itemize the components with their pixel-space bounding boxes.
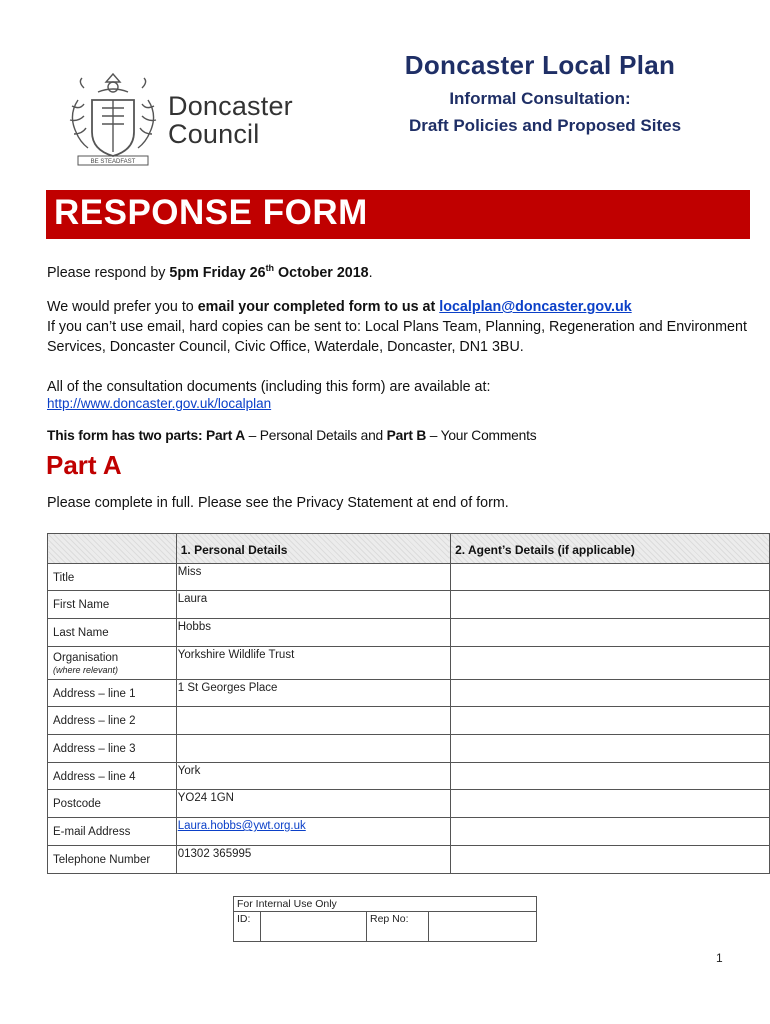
- banner-title: RESPONSE FORM: [54, 193, 368, 232]
- table-row: [48, 647, 770, 680]
- telephone-field[interactable]: 01302 365995: [176, 846, 450, 874]
- agent-organisation-field[interactable]: [451, 647, 770, 680]
- plan-subtitle-2: Draft Policies and Proposed Sites: [408, 116, 682, 135]
- col-personal-details-header: 1. Personal Details: [176, 534, 450, 564]
- agent-title-field[interactable]: [451, 564, 770, 591]
- respond-suffix: .: [368, 264, 373, 281]
- address-line4-field[interactable]: York: [176, 763, 450, 790]
- table-row: [48, 846, 770, 874]
- first-name-field[interactable]: Laura: [176, 591, 450, 619]
- row-label: Postcode: [48, 790, 177, 818]
- row-label: Address – line 1: [48, 680, 177, 707]
- agent-address-line2-field[interactable]: [451, 707, 770, 735]
- documents-url-link[interactable]: http://www.doncaster.gov.uk/localplan: [47, 396, 272, 411]
- deadline-date: 5pm Friday 26: [169, 264, 266, 281]
- personal-details-table: [47, 533, 770, 874]
- page-number: 1: [716, 951, 723, 965]
- prefer-prefix: We would prefer you to: [47, 299, 198, 315]
- form-parts-text: [47, 428, 536, 443]
- col-agent-details-header: 2. Agent’s Details (if applicable): [451, 534, 770, 564]
- table-row: [48, 735, 770, 763]
- rep-no-field[interactable]: [429, 912, 537, 942]
- header-blank-cell: [48, 534, 177, 564]
- agent-address-line3-field[interactable]: [451, 735, 770, 763]
- agent-postcode-field[interactable]: [451, 790, 770, 818]
- last-name-field[interactable]: Hobbs: [176, 619, 450, 647]
- prefer-bold: email your completed form to us at: [197, 299, 440, 315]
- id-label: ID:: [234, 912, 261, 942]
- plan-subtitle-1: Informal Consultation:: [449, 89, 631, 108]
- agent-telephone-field[interactable]: [451, 846, 770, 874]
- title-field[interactable]: Miss: [176, 564, 450, 591]
- organisation-field[interactable]: Yorkshire Wildlife Trust: [176, 647, 450, 680]
- internal-use-box: [233, 896, 537, 942]
- organisation-label: Organisation: [53, 652, 119, 664]
- email-value-link[interactable]: Laura.hobbs@ywt.org.uk: [177, 820, 306, 832]
- parts-b: – Personal Details and: [244, 428, 387, 443]
- table-header-row: [48, 534, 770, 564]
- postcode-field[interactable]: YO24 1GN: [176, 790, 450, 818]
- row-label: Address – line 3: [48, 735, 177, 763]
- council-name-line1: Doncaster: [168, 91, 293, 121]
- agent-email-field[interactable]: [451, 818, 770, 846]
- table-row: [48, 763, 770, 790]
- table-row: [48, 707, 770, 735]
- parts-a-bold: This form has two parts: Part A: [47, 428, 245, 443]
- part-a-heading: Part A: [46, 450, 122, 480]
- plan-title: Doncaster Local Plan: [404, 50, 676, 80]
- internal-use-title: For Internal Use Only: [234, 897, 537, 912]
- table-row: [48, 680, 770, 707]
- row-label: Telephone Number: [48, 846, 177, 874]
- postal-address-text: If you can’t use email, hard copies can be sent to: Local Plans Team, Planning, Regeneration and Environment Services, Doncaster Council, Civic Office, Waterdale, Doncaster, DN1 3BU.: [47, 319, 747, 355]
- submission-instructions: [47, 297, 747, 357]
- documents-text: All of the consultation documents (including this form) are available at:: [47, 379, 491, 395]
- parts-d: – Your Comments: [426, 428, 537, 443]
- agent-address-line4-field[interactable]: [451, 763, 770, 790]
- part-a-instruction: Please complete in full. Please see the Privacy Statement at end of form.: [47, 495, 509, 511]
- agent-address-line1-field[interactable]: [451, 680, 770, 707]
- deadline-month: October 2018: [274, 264, 369, 281]
- address-line1-field[interactable]: 1 St Georges Place: [176, 680, 450, 707]
- row-label: Last Name: [48, 619, 177, 647]
- row-label: Title: [48, 564, 177, 591]
- respond-prefix: Please respond by: [47, 264, 170, 281]
- table-row: [48, 818, 770, 846]
- respond-deadline-text: [47, 258, 373, 283]
- organisation-note: (where relevant): [53, 665, 119, 675]
- address-line2-field[interactable]: [176, 707, 450, 735]
- council-name: [168, 92, 293, 148]
- agent-first-name-field[interactable]: [451, 591, 770, 619]
- row-label: First Name: [48, 591, 177, 619]
- rep-no-label: Rep No:: [367, 912, 429, 942]
- deadline-sup: th: [265, 263, 275, 273]
- parts-c-bold: Part B: [386, 428, 427, 443]
- address-line3-field[interactable]: [176, 735, 450, 763]
- svg-text:BE STEADFAST: BE STEADFAST: [90, 159, 136, 165]
- id-field[interactable]: [261, 912, 367, 942]
- table-row: [48, 591, 770, 619]
- email-field[interactable]: [176, 818, 450, 846]
- email-link[interactable]: localplan@doncaster.gov.uk: [439, 299, 632, 315]
- row-label: E-mail Address: [48, 818, 177, 846]
- table-row: [48, 564, 770, 591]
- council-crest-logo: [58, 70, 168, 170]
- agent-last-name-field[interactable]: [451, 619, 770, 647]
- council-name-line2: Council: [168, 119, 260, 149]
- row-label: Address – line 2: [48, 707, 177, 735]
- row-label: Address – line 4: [48, 763, 177, 790]
- table-row: [48, 790, 770, 818]
- row-label-organisation: [48, 647, 177, 680]
- table-row: [48, 619, 770, 647]
